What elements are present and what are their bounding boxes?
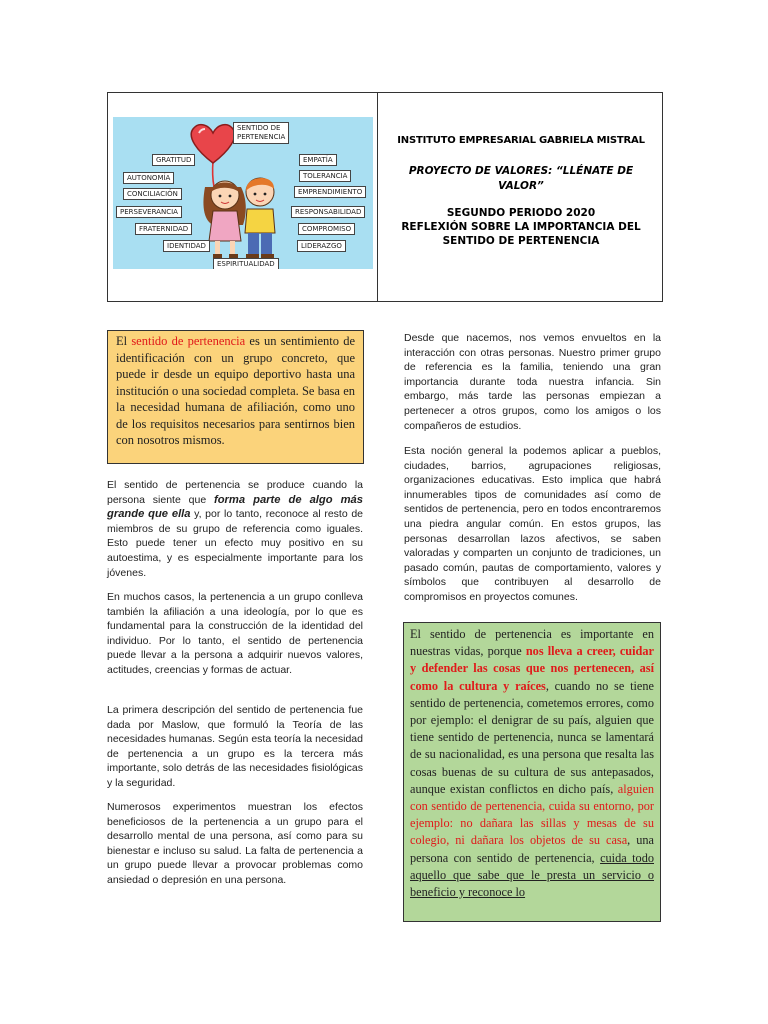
period-label: SEGUNDO PERIODO 2020 [446, 207, 596, 219]
tag-value-left: CONCILIACIÓN [123, 188, 182, 200]
left-paragraph-3: La primera descripción del sentido de pertenencia fue dada por Maslow, que formuló la Teoría de las necesidades humanas. Según esta teoría la necesidad de pertenencia a un grupo es la tercera más importante, solo detrás de las necesidades fisiológicas y la seguridad. [107, 704, 363, 789]
left-paragraph-4: Numerosos experimentos muestran los efectos beneficiosos de la pertenencia a un grupo para el desarrollo mental de una persona, así como para su bienestar e incluso su salud. La falta de pertenencia a un grupo puede llevar a provocar problemas como ansiedad o depresión en una persona. [107, 801, 363, 886]
paragraph-text: y, por lo tanto, reconoce al resto de miembros de su grupo de referencia como iguales. Esto puede tener un efecto muy positivo en su autoestima, y es especialmente importante para los jóvenes. [107, 508, 363, 579]
tag-value-left: GRATITUD [152, 154, 195, 166]
tag-value-left: IDENTIDAD [163, 240, 210, 252]
importance-highlight: nos lleva a creer, cuidar y defender las cosas que nos pertenecen, así como la cultura y raíces [410, 644, 654, 693]
importance-underlined: cuida todo aquello que sabe que le presta un servicio o beneficio y reconoce lo [410, 850, 654, 900]
left-paragraph-1 [107, 478, 363, 580]
tag-value-left: PERSEVERANCIA [116, 206, 182, 218]
tag-value-right: EMPRENDIMIENTO [294, 186, 366, 198]
importance-example: alguien con sentido de pertenencia, cuida su entorno, por ejemplo: no dañara las sillas y mesas de su colegio, ni dañara los objetos de su casa [410, 781, 654, 848]
tag-value-right: TOLERANCIA [299, 170, 351, 182]
tag-value-right: LIDERAZGO [297, 240, 346, 252]
institution-name: INSTITUTO EMPRESARIAL GABRIELA MISTRAL [397, 135, 645, 146]
paragraph-text: El sentido de pertenencia se produce cuando la persona siente que [107, 479, 363, 506]
header-table [107, 92, 663, 302]
tag-sentido-de-pertenencia: SENTIDO DE PERTENENCIA [233, 122, 289, 144]
definition-highlight: sentido de pertenencia [131, 334, 246, 348]
reflection-title: REFLEXIÓN SOBRE LA IMPORTANCIA DEL SENTIDO DE PERTENENCIA [401, 221, 641, 247]
importance-box [403, 622, 661, 922]
definition-text: es un sentimiento de identificación con un grupo concreto, que puede ir desde un equipo deportivo hasta una institución o una sociedad completa. Se basa en la necesidad humana de afiliación, como uno de los requisitos necesarios para sentirnos bien con nosotros mismos. [116, 334, 355, 447]
right-paragraph-1: Desde que nacemos, nos vemos envueltos en la interacción con otras personas. Nuestro primer grupo de referencia es la familia, teniendo una gran importancia durante toda nuestra infancia. Sin embargo, más tarde las personas empiezan a pertenecer a otros grupos, como los amigos o los compañeros de estudios. [404, 332, 661, 432]
project-title: PROYECTO DE VALORES: “LLÉNATE DE VALOR” [408, 165, 634, 192]
tag-value-bottom: ESPIRITUALIDAD [213, 258, 279, 269]
right-paragraph-2: Esta noción general la podemos aplicar a pueblos, ciudades, barrios, agrupaciones religiosas, organizaciones educativas. Esto implica que habrá innumerables tipos de comunidades así como de sentidos de pertenencia, pero en todos encontraremos una piedra angular común. En estos grupos, las personas desarrollan lazos afectivos, se saben valoradas y comparten un conjunto de tradiciones, un pasado común, pautas de comportamiento, valores y símbolos que contribuyen al desarrollo de compromisos en proyectos comunes. [404, 445, 661, 603]
header-text-block [381, 135, 661, 248]
tag-value-right: EMPATÍA [299, 154, 337, 166]
importance-text: , cuando no se tiene sentido de pertenencia, cometemos errores, como por ejemplo: el denigrar de su país, alguien que tiene sentido de pertenencia, nunca se lamentará de su nacionalidad, es una persona que resalta las cosas buenas de su cultura de sus antepasados, aunque existan conflictos en dicho país, [410, 678, 654, 796]
tag-value-left: FRATERNIDAD [135, 223, 192, 235]
definition-box [107, 330, 364, 464]
header-divider [377, 93, 378, 301]
importance-text: El sentido de pertenencia es importante en nuestras vidas, porque [410, 627, 654, 659]
left-paragraph-2: En muchos casos, la pertenencia a un grupo conlleva también la afiliación a una ideología, por lo que es fundamental para la construcción de la identidad del individuo. Por lo tanto, el sentido de pertenencia puede llevar a la persona a adquirir nuevos valores, actitudes, creencias y formas de actuar. [107, 591, 363, 676]
tag-value-left: AUTONOMÍA [123, 172, 174, 184]
tag-value-right: COMPROMISO [298, 223, 355, 235]
values-illustration [113, 117, 373, 269]
boy-figure-icon [245, 178, 275, 258]
definition-text: El [116, 334, 132, 348]
heart-balloon-icon [191, 125, 235, 163]
tag-value-right: RESPONSABILIDAD [291, 206, 365, 218]
emphasis-text: forma parte de algo más grande que ella [107, 493, 363, 521]
importance-text: , una persona con sentido de pertenencia, [410, 833, 654, 865]
